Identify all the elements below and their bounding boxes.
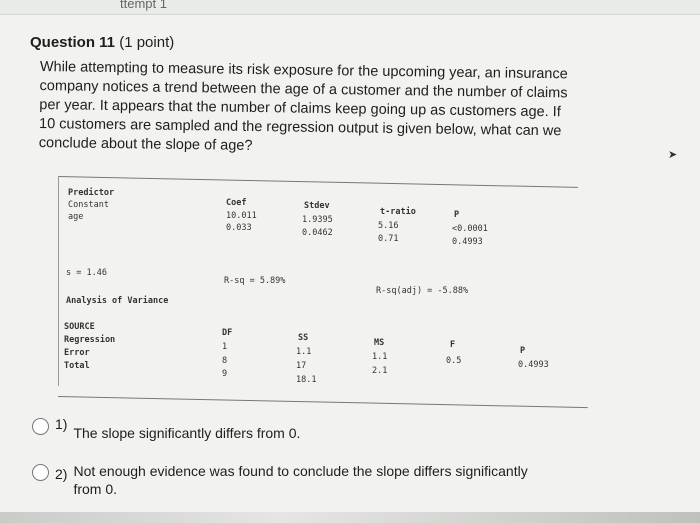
question-body: While attempting to measure its risk exposure for the upcoming year, an insurance company notices a trend between the age of a customer and the number of claims per year. It appears that the number of claims keep going up as customers age. If 10 customers are sampled and the regression output is given below, what can we conclude about the slope of age?: [38, 58, 568, 154]
tratio-constant: 5.16: [378, 221, 399, 231]
source-error: Error: [64, 348, 90, 358]
attempt-label: ttempt 1: [120, 0, 167, 11]
predictor-constant: Constant: [68, 200, 109, 210]
stdev-constant: 1.9395: [302, 215, 333, 225]
rsq-value: R-sq = 5.89%: [224, 276, 286, 286]
f-header: F: [450, 340, 456, 350]
tratio-age: 0.71: [378, 234, 399, 244]
stdev-header: Stdev: [304, 201, 330, 211]
ss-error: 17: [296, 361, 307, 371]
option-1-number: 1): [55, 416, 68, 432]
p-age: 0.4993: [452, 237, 483, 247]
question-title: [30, 34, 174, 51]
option-2-number: 2): [55, 466, 68, 482]
bottom-strip: [0, 512, 700, 523]
question-number: Question 11: [30, 34, 116, 51]
p-constant: <0.0001: [452, 224, 488, 234]
predictor-header: Predictor: [68, 188, 115, 198]
rsq-adj-value: R-sq(adj) = -5.88%: [376, 286, 469, 296]
output-bottom-rule: [58, 396, 588, 408]
top-strip: [0, 0, 700, 15]
ms-regression: 1.1: [372, 352, 388, 362]
p-header: P: [454, 210, 460, 220]
predictor-age: age: [68, 212, 84, 222]
ms-header: MS: [374, 338, 385, 348]
source-regression: Regression: [64, 335, 116, 345]
ss-total: 18.1: [296, 375, 317, 385]
radio-button-1[interactable]: [32, 418, 49, 435]
stdev-age: 0.0462: [302, 228, 333, 238]
coef-age: 0.033: [226, 223, 252, 233]
question-points: (1 point): [119, 34, 175, 51]
regression-output: [58, 176, 578, 404]
tratio-header: t-ratio: [380, 207, 416, 217]
f-regression: 0.5: [446, 356, 462, 366]
coef-header: Coef: [226, 198, 247, 208]
output-left-rule: [58, 176, 59, 386]
source-header: SOURCE: [64, 322, 95, 332]
anova-title: Analysis of Variance: [66, 296, 169, 306]
output-top-rule: [58, 176, 578, 188]
s-value: s = 1.46: [66, 268, 107, 278]
ss-regression: 1.1: [296, 347, 312, 357]
df-error: 8: [222, 356, 228, 366]
answer-option-2[interactable]: [32, 462, 552, 498]
df-total: 9: [222, 369, 228, 379]
coef-constant: 10.011: [226, 211, 257, 221]
radio-button-2[interactable]: [32, 464, 49, 481]
ms-error: 2.1: [372, 366, 388, 376]
mouse-cursor-icon: ➤: [668, 149, 678, 161]
anova-p-regression: 0.4993: [518, 360, 549, 370]
option-1-text[interactable]: The slope significantly differs from 0.: [73, 425, 301, 441]
ss-header: SS: [298, 333, 309, 343]
answer-option-1[interactable]: [32, 416, 300, 442]
anova-p-header: P: [520, 346, 526, 356]
source-total: Total: [64, 361, 90, 371]
df-regression: 1: [222, 342, 228, 352]
option-2-text[interactable]: Not enough evidence was found to conclude the slope differs significantly from 0.: [73, 463, 528, 497]
df-header: DF: [222, 328, 233, 338]
